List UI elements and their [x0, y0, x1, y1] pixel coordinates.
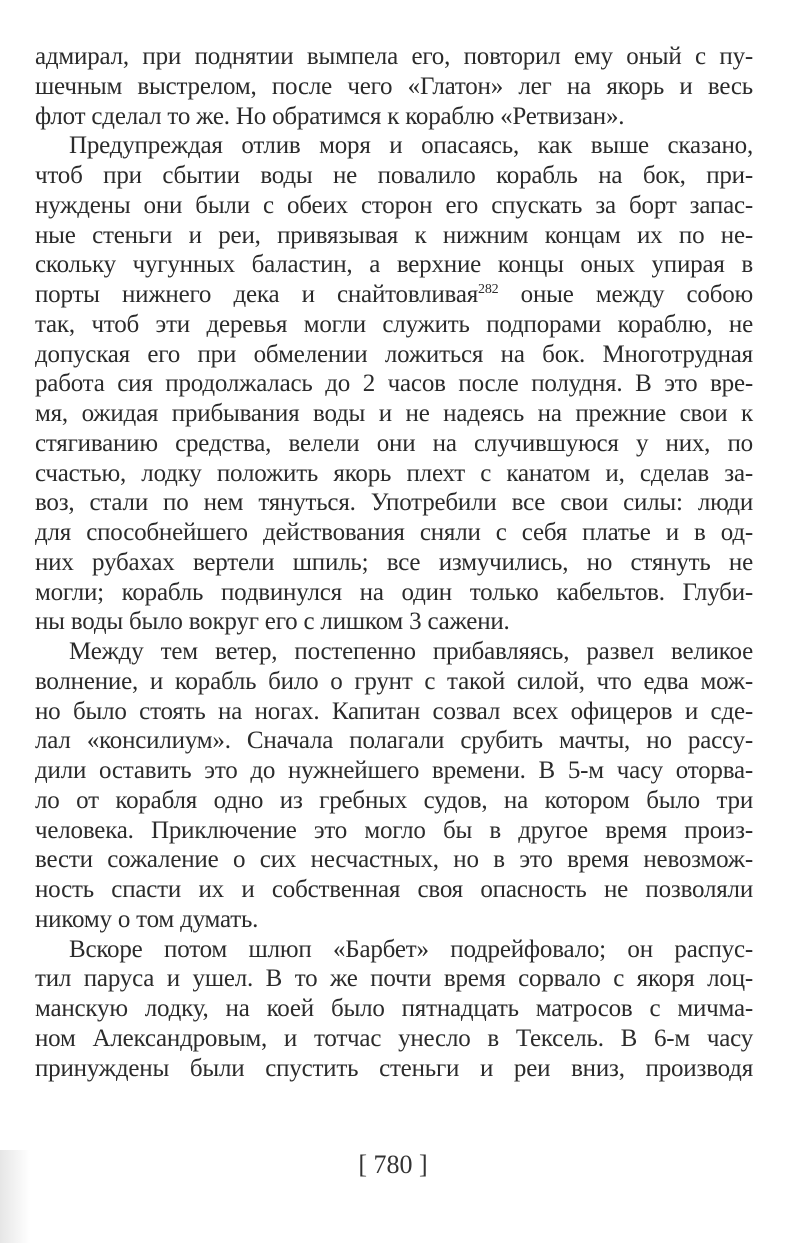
text-line: но было стоять на ногах. Капитан созвал всех офицеров и сде- [35, 697, 753, 725]
text-line: счастью, лодку положить якорь плехт с канатом и, сделав за- [35, 459, 753, 487]
text-line: порты нижнего дека и снайтовливая$^{282}$ оные между собою [35, 281, 753, 308]
text-line: чтоб при сбытии воды не повалило корабль на бок, при- [35, 162, 753, 189]
text-line: стягиванию средства, велели они на случившуюся у них, по [35, 429, 753, 457]
text-line: манскую лодку, на коей было пятнадцать матросов с мичма- [35, 995, 753, 1022]
text-line: флот сделал то же. Но обратимся к кораблю «Ретвизан». [35, 102, 625, 130]
text-line: адмирал, при поднятии вымпела его, повторил ему оный с пу- [35, 43, 753, 70]
text-line: ло от корабля одно из гребных судов, на котором было три [35, 786, 753, 814]
text-line: Вскоре потом шлюп «Барбет» подрейфовало; он распус- [69, 935, 753, 963]
text-line: волнение, и корабль било о грунт с такой силой, что едва мож- [35, 667, 753, 695]
text-line: никому о том думать. [35, 905, 259, 933]
text-line: человека. Приключение это могло бы в другое время произ- [35, 816, 753, 844]
text-line: вести сожаление о сих несчастных, но в это время невозмож- [35, 846, 753, 874]
text-line: могли; корабль подвинулся на один только кабельтов. Глуби- [35, 578, 753, 606]
text-line: Предупреждая отлив моря и опасаясь, как выше сказано, [69, 132, 753, 160]
text-line: ность спасти их и собственная своя опасность не позволяли [35, 876, 753, 903]
text-line: принуждены были спустить стеньги и реи вниз, производя [35, 1054, 753, 1082]
footnote-marker: 282 [478, 282, 499, 297]
text-line: них рубахах вертели шпиль; все измучились, но стянуть не [35, 548, 753, 576]
text-line: дили оставить это до нужнейшего времени. В 5-м часу оторва- [35, 757, 753, 784]
text-line: ны воды было вокруг его с лишком 3 сажени. [35, 608, 510, 636]
text-line: работа сия продолжалась до 2 часов после полудня. В это вре- [35, 370, 753, 398]
text-line: для способнейшего действования сняли с себя платье и в од- [35, 519, 753, 546]
text-line: воз, стали по нем тянуться. Употребили все свои силы: люди [35, 489, 753, 517]
text-line: скольку чугунных баластин, а верхние концы оных упирая в [35, 251, 753, 279]
page-body [35, 42, 753, 1083]
scan-edge-shadow [0, 1150, 30, 1243]
page-number: [ 780 ] [358, 1150, 428, 1179]
text-line: ном Александровым, и тотчас унесло в Тексель. В 6-м часу [35, 1024, 753, 1052]
text-line: так, чтоб эти деревья могли служить подпорами кораблю, не [35, 310, 753, 338]
text-line: допуская его при обмелении ложиться на бок. Многотрудная [35, 340, 753, 368]
text-line: тил паруса и ушел. В то же почти время сорвало с якоря лоц- [35, 965, 753, 993]
text-line: шечным выстрелом, после чего «Глатон» лег на якорь и весь [35, 72, 753, 100]
text-line: Между тем ветер, постепенно прибавляясь, развел великое [69, 638, 753, 665]
text-line: нуждены они были с обеих сторон его спускать за борт запас- [35, 191, 753, 219]
text-line: лал «консилиум». Сначала полагали срубить мачты, но рассу- [35, 727, 753, 755]
text-line: ные стеньги и реи, привязывая к нижним концам их по не- [35, 221, 753, 249]
text-line: мя, ожидая прибывания воды и не надеясь на прежние свои к [35, 400, 753, 427]
